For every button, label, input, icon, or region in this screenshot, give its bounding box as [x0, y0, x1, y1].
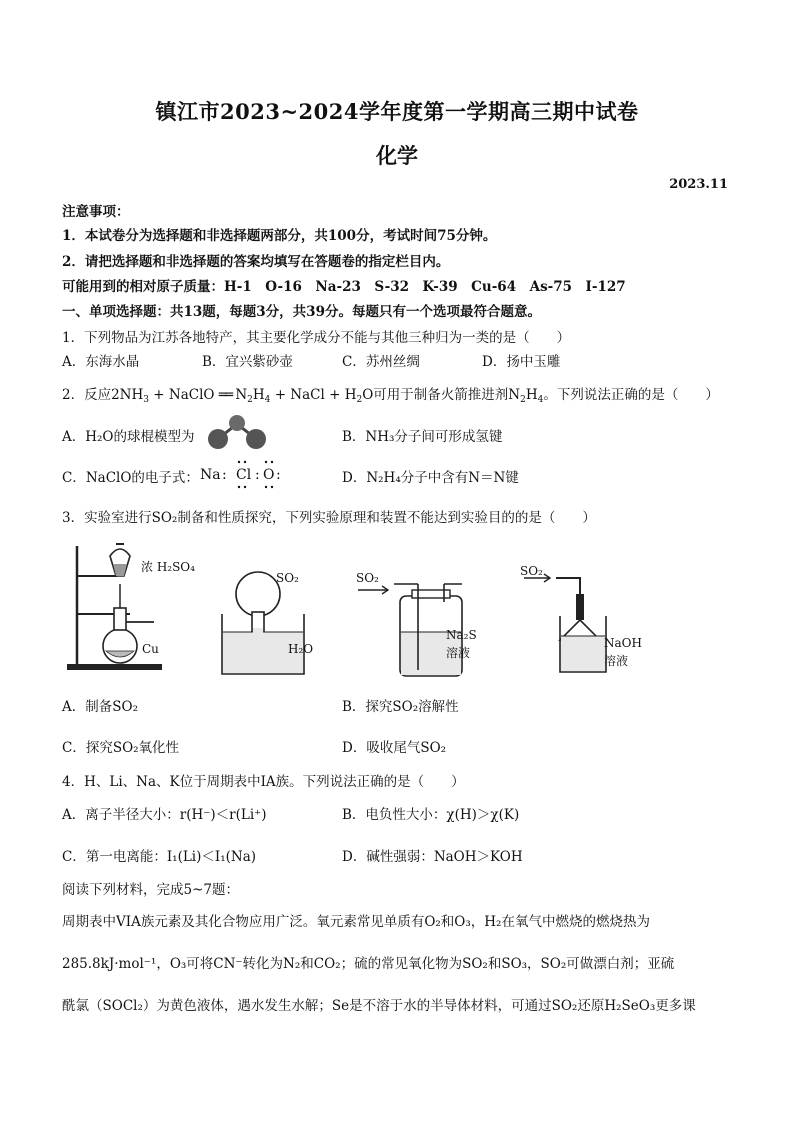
exam-subject: 化学: [376, 143, 418, 168]
label-so2-c: SO₂: [356, 571, 379, 585]
q2-option-a: A．H₂O的球棍模型为: [62, 429, 195, 445]
label-water: H₂O: [288, 642, 314, 656]
apparatus-c-washing-bottle: [354, 574, 464, 678]
section-heading: 一、单项选择题：共13题，每题3分，共39分。每题只有一个选项最符合题意。: [62, 304, 541, 320]
q4-option-a: A．离子半径大小：r(H⁻)＜r(Li⁺): [62, 807, 267, 823]
label-conc-sulfuric-acid: 浓 H₂SO₄: [141, 560, 195, 574]
q2-stem: 2．反应$2NH_3$ + NaClO ══ $N_2H_4$ + NaCl + $H_2O$可用于制备火箭推进剂$N_2H_4$。下列说法正确的是（ ）: [62, 387, 719, 405]
exam-date: 2023.11: [669, 177, 728, 192]
apparatus-b-solubility: [216, 566, 326, 676]
notes-heading: 注意事项：: [62, 204, 130, 220]
label-so2-b: SO₂: [276, 571, 299, 585]
reading-line-3: 酰氯（SOCl₂）为黄色液体，遇水发生水解；Se是不溶于水的半导体材料，可通过SO₂还原H₂SeO₃更多课: [62, 998, 696, 1014]
label-copper: Cu: [142, 642, 159, 656]
q2-option-b: B．NH₃分子间可形成氢键: [342, 429, 503, 445]
q3-option-b: B．探究SO₂溶解性: [342, 699, 459, 715]
q1-stem: 1．下列物品为江苏各地特产，其主要化学成分不能与其他三种归为一类的是（ ）: [62, 330, 571, 346]
reading-line-2: 285.8kJ·mol⁻¹，O₃可将CN⁻转化为N₂和CO₂；硫的常见氧化物为SO₂和SO₃，SO₂可做漂白剂；亚硫: [62, 956, 675, 972]
q1-option-c: C．苏州丝绸: [342, 354, 420, 370]
water-ball-stick-model: [205, 412, 269, 452]
q2-stem-tail: 。下列说法正确的是（ ）: [543, 387, 719, 403]
svg-text::: :: [276, 467, 281, 483]
reading-line-1: 周期表中VIA族元素及其化合物应用广泛。氧元素常见单质有O₂和O₃，H₂在氧气中燃烧的燃烧热为: [62, 914, 650, 930]
svg-text:Cl: Cl: [236, 467, 252, 483]
q2-option-d: D．N₂H₄分子中含有N＝N键: [342, 470, 519, 486]
notes-item-2: 2．请把选择题和非选择题的答案均填写在答题卷的指定栏目内。: [62, 254, 450, 270]
naclo-electron-formula: [200, 454, 290, 494]
q4-stem: 4．H、Li、Na、K位于周期表中ⅠA族。下列说法正确的是（ ）: [62, 774, 465, 790]
exam-title: 镇江市2023~2024学年度第一学期高三期中试卷: [155, 99, 639, 124]
label-solution-d: 溶液: [604, 654, 629, 668]
q2-option-c: C．NaClO的电子式：: [62, 470, 199, 486]
q1-option-d: D．扬中玉雕: [482, 354, 561, 370]
q3-stem: 3．实验室进行SO₂制备和性质探究，下列实验原理和装置不能达到实验目的的是（ ）: [62, 510, 596, 526]
svg-text:Na: Na: [200, 467, 221, 483]
label-sodium-sulfide: Na₂S: [446, 628, 477, 642]
label-sodium-hydroxide: NaOH: [604, 636, 642, 650]
q3-option-c: C．探究SO₂氧化性: [62, 740, 180, 756]
svg-text::: :: [255, 467, 260, 483]
q2-stem-prefix: 2．反应: [62, 387, 112, 403]
q1-option-a: A．东海水晶: [62, 354, 140, 370]
q4-option-d: D．碱性强弱：NaOH＞KOH: [342, 849, 523, 865]
label-solution-c: 溶液: [446, 646, 471, 660]
q2-stem-middle: 可用于制备火箭推进剂N: [373, 387, 521, 403]
q4-option-c: C．第一电离能：I₁(Li)＜I₁(Na): [62, 849, 257, 865]
reading-intro: 阅读下列材料，完成5~7题：: [62, 882, 239, 898]
q3-option-a: A．制备SO₂: [62, 699, 138, 715]
apparatus-a-generator: [62, 536, 212, 676]
q2-equation: $2NH_3$ + NaClO ══ $N_2H_4$ + NaCl + $H_2O$: [111, 387, 374, 405]
atomic-masses: 可能用到的相对原子质量：H-1 O-16 Na-23 S-32 K-39 Cu-64 As-75 I-127: [62, 279, 626, 295]
q1-option-b: B．宜兴紫砂壶: [202, 354, 293, 370]
q3-option-d: D．吸收尾气SO₂: [342, 740, 447, 756]
q4-option-b: B．电负性大小：χ(H)＞χ(K): [342, 807, 520, 823]
label-so2-d: SO₂: [520, 564, 543, 578]
svg-text:O: O: [263, 467, 275, 483]
svg-text::: :: [222, 467, 227, 483]
notes-item-1: 1．本试卷分为选择题和非选择题两部分，共100分，考试时间75分钟。: [62, 228, 497, 244]
